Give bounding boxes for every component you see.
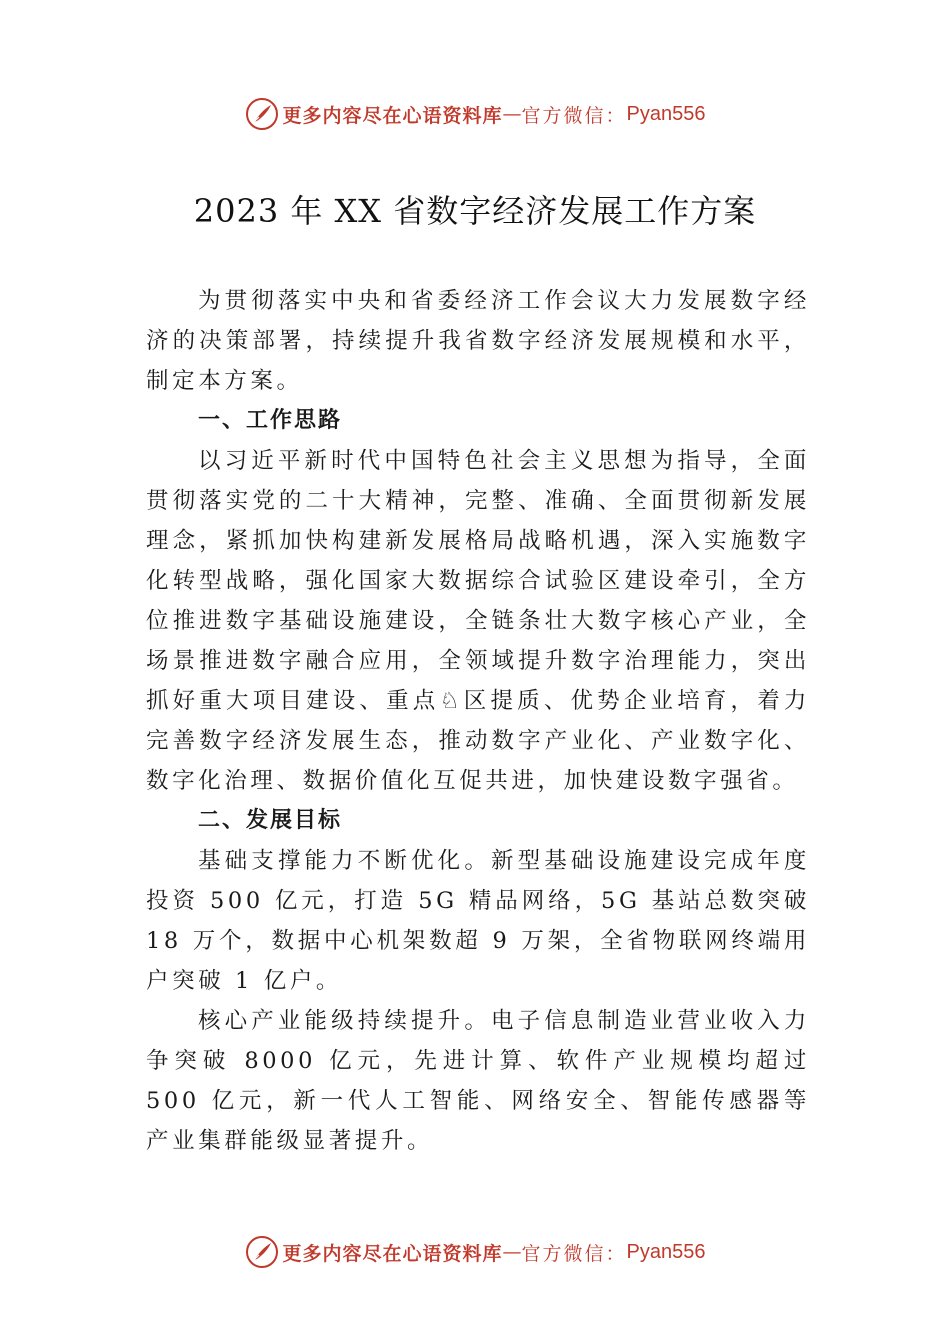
watermark-text: 更多内容尽在心语资料库 xyxy=(282,104,503,127)
watermark-dash: — xyxy=(502,103,522,125)
section-2-paragraph-1: 基础支撑能力不断优化。新型基础设施建设完成年度投资 500 亿元，打造 5G 精品网络，5G 基站总数突破 18 万个，数据中心机架数超 9 万架，全省物联网终端用户突破 1 亿户。 xyxy=(146,848,810,994)
watermark-label: 官方微信： xyxy=(521,104,627,127)
quill-logo-icon xyxy=(245,97,279,131)
watermark-dash: — xyxy=(502,1241,522,1263)
document-body xyxy=(146,281,810,1161)
section-1-paragraph-1: 以习近平新时代中国特色社会主义思想为指导，全面贯彻落实党的二十大精神，完整、准确、全面贯彻新发展理念，紧抓加快构建新发展格局战略机遇，深入实施数字化转型战略，强化国家大数据综合试验区建设牵引，全方位推进数字基础设施建设，全链条壮大数字核心产业，全场景推进数字融合应用，全领域提升数字治理能力，突出抓好重大项目建设、重点♘区提质、优势企业培育，着力完善数字经济发展生态，推动数字产业化、产业数字化、数字化治理、数据价值化互促共进，加快建设数字强省。 xyxy=(146,448,810,794)
watermark-banner-top xyxy=(0,94,950,134)
section-heading-2: 二、发展目标 xyxy=(198,808,343,833)
watermark-wechat-id: Pyan556 xyxy=(626,102,706,125)
document-title: 2023 年 XX 省数字经济发展工作方案 xyxy=(193,192,757,230)
watermark-wechat-id: Pyan556 xyxy=(626,1240,706,1263)
watermark-label: 官方微信： xyxy=(521,1242,627,1265)
section-2-paragraph-2: 核心产业能级持续提升。电子信息制造业营业收入力争突破 8000 亿元，先进计算、软件产业规模均超过 500 亿元，新一代人工智能、网络安全、智能传感器等产业集群能级显著提升。 xyxy=(146,1008,810,1154)
watermark-banner-bottom xyxy=(0,1232,950,1272)
section-heading-1: 一、工作思路 xyxy=(198,408,343,433)
watermark-text: 更多内容尽在心语资料库 xyxy=(282,1242,503,1265)
quill-logo-icon xyxy=(245,1235,279,1269)
intro-paragraph: 为贯彻落实中央和省委经济工作会议大力发展数字经济的决策部署，持续提升我省数字经济发展规模和水平，制定本方案。 xyxy=(146,288,810,394)
